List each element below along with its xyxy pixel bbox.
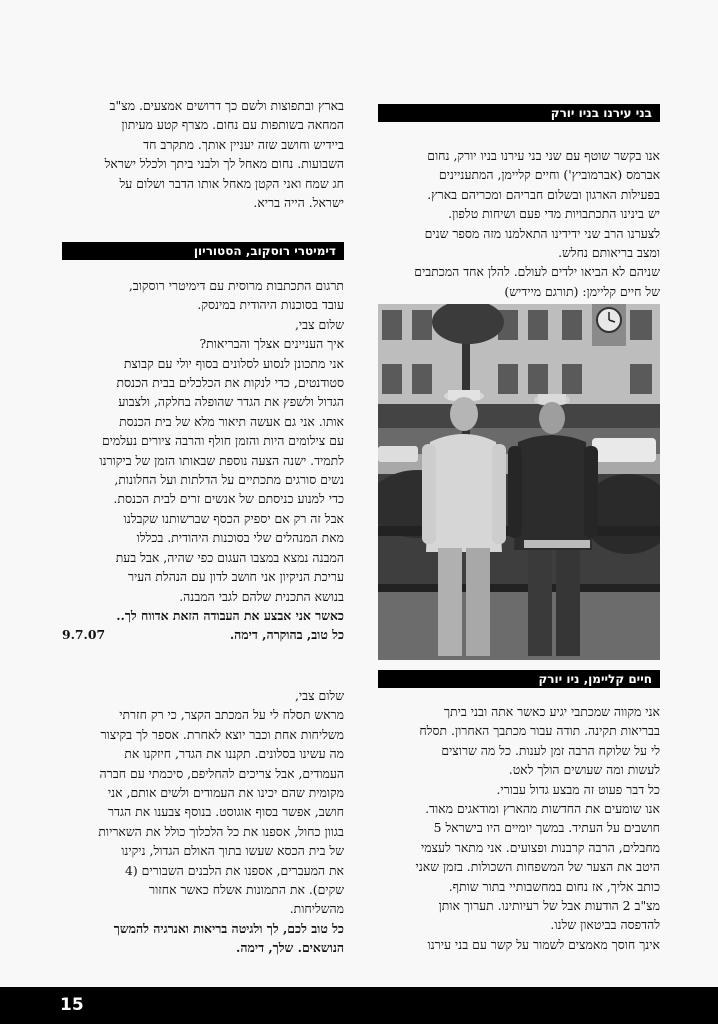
paragraph-line: המבנה נמצא במצבו העגום כפי שהיה, אבל בעת [115, 549, 344, 565]
paragraph-line: בגוון כחול, אספנו את כל הלכלוך כולל את השאריות [98, 823, 344, 839]
paragraph-line: תרגום התכתבות מרוסית עם דימיטרי רוסקוב, [128, 278, 344, 293]
paragraph-line: מקומית שהם יכינו את העמודים ולשים אותם, אני [107, 785, 344, 801]
bold-line: הנושאים. שלך, דימה. [236, 940, 344, 956]
letter-continuation [62, 96, 344, 212]
paragraph-line: בארץ ובתפוצות ולשם כך דרושים אמצעים. מצ"ב [109, 98, 344, 113]
paragraph-line: אני מקווה שמכתבי יגיע כאשר אתה ובני ביתך [443, 704, 660, 719]
paragraph-line: ומצב בריאותם נחלש. [558, 245, 660, 261]
paragraph-line: המחאה בשותפות עם נחום. מצרף קטע מעיתון [121, 117, 344, 133]
section-heading-chaim: חיים קליימן, ניו יורק [378, 670, 660, 688]
page-footer [0, 987, 718, 1024]
paragraph-line: מצ"ב 2 הודעות אבל של רעיותינו. תערוך אותן [438, 898, 660, 914]
paragraph-line: סטודנטים, כדי לנקות את הכלכלים בבית הכנסת [116, 375, 344, 391]
paragraph-line: אנו שומעים את החדשות מהארץ ומודאגים מאוד. [425, 801, 660, 817]
bold-line: כל טוב לכם, לך ולגיטה בריאות ואנרגיה להמשך [113, 920, 344, 936]
section-heading-new-york: בני עירנו בניו יורק [378, 104, 660, 122]
paragraph-line: ישראל. הייה בריא. [253, 195, 344, 211]
paragraph-line: מה עשינו בסלונים. תקננו את הגדר, חיזקנו את [124, 746, 344, 762]
paragraph-line: שלום צבי, [294, 316, 344, 332]
paragraph-line: יש בינינו התכתבויות מדי פעם ושיחות טלפון. [448, 206, 660, 222]
paragraph-line: אנו בקשר שוטף עם שני בני עירנו בניו יורק, נחום [427, 148, 660, 163]
paragraph-line: מחבלים, הרבה קרבנות ופצועים. אני מתאר לעצמי [420, 839, 660, 855]
paragraph-line: העמודים, אבל צריכים להחליפם, סיכמתי עם חברה [99, 765, 344, 781]
letter-dimitri-second [62, 686, 344, 958]
paragraph-line: כותב אליך, אז נחום במחשבותיי בתור שותף. [448, 878, 660, 894]
paragraph-line: שקים). את התמונות אשלח כאשר אחזור [149, 882, 344, 898]
paragraph-line: אבל זה רק אם יספיק הכסף שברשותנו שקבלנו [123, 510, 344, 526]
letter-chaim-kleiman [378, 670, 660, 954]
paragraph-line: היטב את הצער של המשפחות השכולות. בזמן שאני [415, 859, 660, 875]
paragraph-line: כל דבר פעוט זה מבצע גדול עבורי. [496, 781, 660, 797]
paragraph-line: אני מתכונן לנסוע לסלונים בסוף יולי עם קבוצת [123, 355, 344, 371]
paragraph-line: כדי למנוע כניסתם של אנשים זרים לבית הכנסת. [113, 491, 344, 507]
paragraph-line: ביידיש וחושב שזה יעניין אותך. מתקרב חד [143, 136, 344, 152]
paragraph-line: לצערנו הרב שני ידידינו התאלמנו מזה מספר שנים [424, 225, 660, 241]
paragraph-line: אברמס (אברמוביץ') וחיים קליימן, המתעניינים [438, 167, 660, 183]
paragraph-line: מאת המנהלים שלי בסוכנות היהודית. בכללו [136, 530, 344, 546]
paragraph-line: את המעברים, אספנו את הלבנים השבורים (4 [125, 862, 344, 878]
paragraph-line: משליחות אחת וכבר יוצא לאחרת. אספר לך בקיצור [100, 726, 344, 742]
paragraph-line: שלום צבי, [294, 688, 344, 703]
paragraph-line: של חיים קליימן: (תורגם מיידיש) [504, 283, 660, 299]
paragraph-line: מראש תסלח לי על המכתב הקצר, כי רק חזרתי [119, 707, 344, 723]
signature-row [62, 625, 344, 644]
paragraph-line: אותו. אני גם אעשה תיאור מלא של בית הכנסת [119, 413, 344, 429]
paragraph-line: חג שמח ואני הקטן מאחל אותו הדבר ושלום על [119, 175, 344, 191]
paragraph-line: בפעילות הארגון ובשלום חבריהם ומכריהם בארץ. [427, 186, 660, 202]
paragraph-line: לעשות ומה שעושים הולך לאט. [508, 762, 660, 778]
paragraph-line: בנושא התכנית שלהם לגבי המבנה. [179, 588, 344, 604]
paragraph-line: נשים סורגים מתכתיים על הדלתות ועל החלונות, [114, 472, 344, 488]
bold-line: כאשר אני אבצע את העבודה הזאת אדווח לך.. [116, 607, 344, 623]
paragraph-line: של בית הכסא שעשו בתוך האולם הגדול, ניקינו [121, 843, 344, 859]
paragraph-line: לתמיד. ישנה הצעה נוספת שבאותו הזמן של ביקורנו [99, 452, 344, 468]
paragraph-line: השבועות. נחום מאחל לך ולבני ביתך ולכלל ישראל [104, 156, 344, 172]
letter-date: 9.7.07 [62, 627, 106, 643]
article-dimitri-ruskov [62, 242, 344, 645]
paragraph-line: מהשליחות. [289, 901, 344, 917]
signature: כל טוב, בהוקרה, דימה. [229, 627, 344, 643]
paragraph-line: חושבים על העתיד. במשך יומיים היו בישראל 5 [433, 820, 660, 836]
paragraph-line: חושב, אפשר בסוף אוגוסט. בנוסף צבענו את הגדר [107, 804, 344, 820]
article-new-york [378, 104, 660, 301]
paragraph-line: עם צילומים היות והזמן חולף והרבה ציורים נעלמים [101, 433, 344, 449]
page-number: 15 [60, 995, 84, 1015]
paragraph-line: שניהם לא הביאו ילדים לעולם. להלן אחד המכתבים [414, 264, 660, 280]
section-heading-dimitri: דימיטרי רוסקוב, הסטוריון [62, 242, 344, 260]
paragraph-line: להדפסה בביטאון שלנו. [550, 917, 660, 933]
paragraph-line: בבריאות תקינה. תודה עבור מכתבך האחרון. תסלח [419, 723, 660, 739]
paragraph-line: אינך חוסך מאמצים לשמור על קשר עם בני עירנו [427, 936, 660, 952]
paragraph-line: עריכת הניקיון אני חושב לדון עם הנהלת העיר [127, 569, 344, 585]
photo-two-men-new-york [378, 304, 660, 660]
paragraph-line: איך העניינים אצלך והבריאות? [199, 336, 344, 352]
paragraph-line: לי על שלוקח הרבה זמן לענות. כל מה שרוצים [441, 742, 660, 758]
paragraph-line: עובד בסוכנות היהודית במינסק. [197, 297, 344, 313]
paragraph-line: הגדול ולשפץ את הגדר שהופלה בחלקה, ולצבוע [118, 394, 344, 410]
